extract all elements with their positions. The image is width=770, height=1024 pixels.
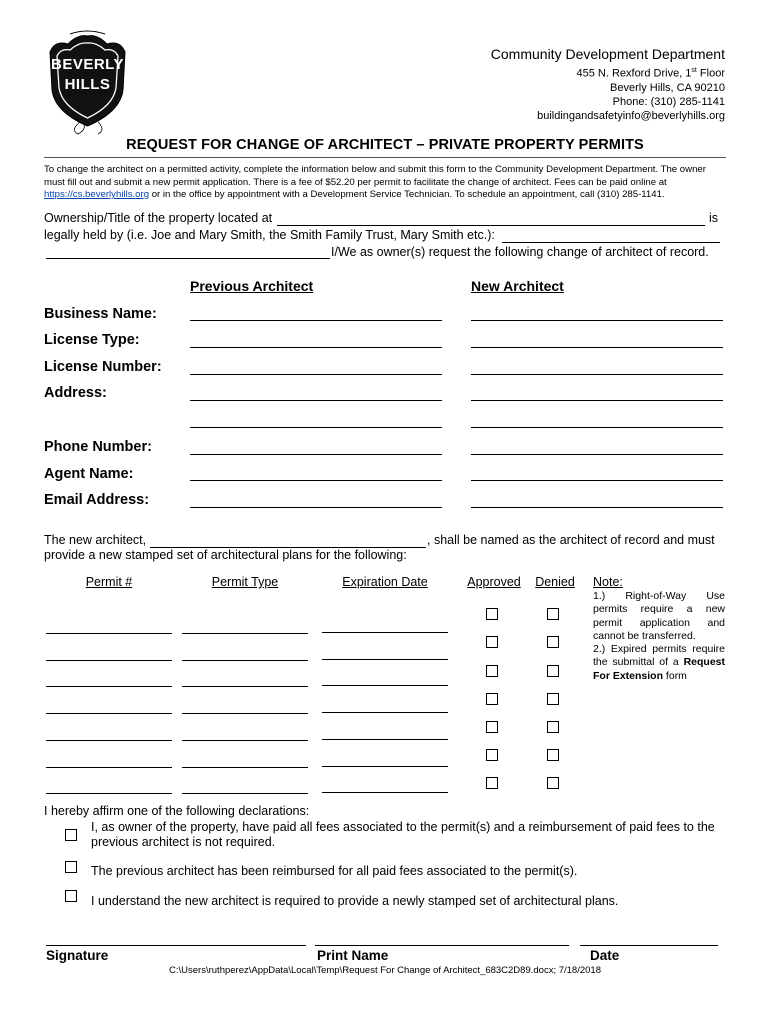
permit-type-field[interactable] <box>182 686 308 687</box>
permit-type-field[interactable] <box>182 740 308 741</box>
license-type-label: License Type: <box>44 332 140 348</box>
approved-checkbox[interactable] <box>486 777 498 789</box>
new-architect-heading: New Architect <box>471 278 564 294</box>
previous-architect-heading: Previous Architect <box>190 278 314 294</box>
declaration-2-text: The previous architect has been reimbursed for all paid fees associated to the permit(s). <box>91 864 578 878</box>
print-name-label: Print Name <box>317 948 389 963</box>
department-name: Community Development Department <box>490 46 725 62</box>
permit-number-field[interactable] <box>46 686 172 687</box>
file-path-footer: C:\Users\ruthperez\AppData\Local\Temp\Request For Change of Architect_683C2D89.docx; 7/18/2018 <box>169 965 601 976</box>
phone-number-label: Phone Number: <box>44 439 152 455</box>
previous-license-number-field[interactable] <box>190 374 442 375</box>
logo-text-hills: HILLS <box>64 76 111 93</box>
denied-checkbox[interactable] <box>547 665 559 677</box>
new-architect-text-2: , shall be named as the architect of record and must <box>427 533 715 547</box>
denied-checkbox[interactable] <box>547 777 559 789</box>
legally-held-label: legally held by (i.e. Joe and Mary Smith, the Smith Family Trust, Mary Smith etc.): <box>44 228 495 242</box>
permit-note <box>593 575 725 683</box>
note-heading: Note: <box>593 575 623 589</box>
expiration-date-field[interactable] <box>322 712 448 713</box>
print-name-field[interactable] <box>315 945 569 946</box>
approved-checkbox[interactable] <box>486 693 498 705</box>
signature-label: Signature <box>46 948 109 963</box>
declarations-intro: I hereby affirm one of the following declarations: <box>44 804 310 818</box>
previous-address-field-2[interactable] <box>190 427 442 428</box>
payment-link[interactable]: https://cs.beverlyhills.org <box>44 189 150 200</box>
permit-type-field[interactable] <box>182 633 308 634</box>
agent-name-label: Agent Name: <box>44 466 134 482</box>
new-architect-text-1: The new architect, <box>44 533 147 547</box>
previous-agent-field[interactable] <box>190 480 442 481</box>
permit-type-field[interactable] <box>182 713 308 714</box>
denied-checkbox[interactable] <box>547 721 559 733</box>
permit-number-header: Permit # <box>85 575 133 589</box>
permit-number-field[interactable] <box>46 633 172 634</box>
owner-name-field-2[interactable] <box>46 258 330 259</box>
owner-request-text: I/We as owner(s) request the following change of architect of record. <box>331 245 709 259</box>
denied-checkbox[interactable] <box>547 636 559 648</box>
declaration-1-checkbox[interactable] <box>65 829 77 841</box>
denied-checkbox[interactable] <box>547 749 559 761</box>
note-item-1: 1.) Right-of-Way Use permits require a new permit application and cannot be transferred. <box>593 590 725 642</box>
previous-address-field-1[interactable] <box>190 400 442 401</box>
expiration-date-field[interactable] <box>322 792 448 793</box>
department-address: 455 N. Rexford Drive, 1st Floor <box>576 67 725 80</box>
signature-field[interactable] <box>46 945 306 946</box>
new-email-field[interactable] <box>471 507 723 508</box>
permit-number-field[interactable] <box>46 767 172 768</box>
logo-text-beverly: BEVERLY <box>51 56 124 73</box>
permit-type-field[interactable] <box>182 767 308 768</box>
previous-license-type-field[interactable] <box>190 347 442 348</box>
declaration-3-checkbox[interactable] <box>65 890 77 902</box>
declaration-2-checkbox[interactable] <box>65 861 77 873</box>
address-label: Address: <box>44 385 107 401</box>
note-item-2: 2.) Expired permits require the submittal of a Request For Extension form <box>593 643 725 682</box>
permit-number-field[interactable] <box>46 713 172 714</box>
department-header <box>491 44 725 123</box>
form-title: REQUEST FOR CHANGE OF ARCHITECT – PRIVATE PROPERTY PERMITS <box>126 137 644 153</box>
property-address-field[interactable] <box>277 225 705 226</box>
email-address-label: Email Address: <box>44 492 150 508</box>
permit-type-header: Permit Type <box>211 575 279 589</box>
new-license-number-field[interactable] <box>471 374 723 375</box>
declaration-3-text: I understand the new architect is required to provide a newly stamped set of architectural plans. <box>91 894 619 908</box>
new-architect-text-3: provide a new stamped set of architectural plans for the following: <box>44 548 407 562</box>
date-label: Date <box>590 948 620 963</box>
denied-checkbox[interactable] <box>547 608 559 620</box>
department-email: buildingandsafetyinfo@beverlyhills.org <box>537 109 725 122</box>
ownership-is: is <box>709 211 719 225</box>
permit-type-field[interactable] <box>182 793 308 794</box>
approved-checkbox[interactable] <box>486 665 498 677</box>
permit-number-field[interactable] <box>46 793 172 794</box>
permit-number-field[interactable] <box>46 660 172 661</box>
declaration-1-text: I, as owner of the property, have paid all fees associated to the permit(s) and a reimbursement of paid fees to the previous architect is not required. <box>91 820 715 849</box>
previous-email-field[interactable] <box>190 507 442 508</box>
expiration-date-field[interactable] <box>322 632 448 633</box>
denied-checkbox[interactable] <box>547 693 559 705</box>
approved-checkbox[interactable] <box>486 608 498 620</box>
expiration-date-field[interactable] <box>322 739 448 740</box>
business-name-label: Business Name: <box>44 306 157 322</box>
license-number-label: License Number: <box>44 359 162 375</box>
expiration-date-header: Expiration Date <box>342 575 428 589</box>
approved-checkbox[interactable] <box>486 721 498 733</box>
approved-header: Approved <box>467 575 521 589</box>
expiration-date-field[interactable] <box>322 685 448 686</box>
expiration-date-field[interactable] <box>322 659 448 660</box>
denied-header: Denied <box>535 575 575 589</box>
new-address-field-2[interactable] <box>471 427 723 428</box>
new-business-name-field[interactable] <box>471 320 723 321</box>
department-phone: Phone: (310) 285-1141 <box>612 95 725 108</box>
owner-name-field-1[interactable] <box>502 242 720 243</box>
intro-paragraph: To change the architect on a permitted activity, complete the information below and submit this form to the Community Development Department. The owner must fill out and submit a new permit application. There is a fee of $52.20 per permit to facilitate the change of architect. Fees can be paid online at https://cs.beverlyhills.org or in the office by appointment with a Development Service Technician. To schedule an appointment, call (310) 285-1141. <box>44 164 706 200</box>
beverly-hills-logo <box>40 30 135 135</box>
approved-checkbox[interactable] <box>486 636 498 648</box>
ownership-label: Ownership/Title of the property located at <box>44 211 273 225</box>
date-field[interactable] <box>580 945 718 946</box>
permit-number-field[interactable] <box>46 740 172 741</box>
previous-business-name-field[interactable] <box>190 320 442 321</box>
new-license-type-field[interactable] <box>471 347 723 348</box>
previous-phone-field[interactable] <box>190 454 442 455</box>
expiration-date-field[interactable] <box>322 766 448 767</box>
permit-type-field[interactable] <box>182 660 308 661</box>
title-divider <box>44 157 726 158</box>
department-city: Beverly Hills, CA 90210 <box>610 81 725 94</box>
new-phone-field[interactable] <box>471 454 723 455</box>
new-agent-field[interactable] <box>471 480 723 481</box>
approved-checkbox[interactable] <box>486 749 498 761</box>
new-address-field-1[interactable] <box>471 400 723 401</box>
